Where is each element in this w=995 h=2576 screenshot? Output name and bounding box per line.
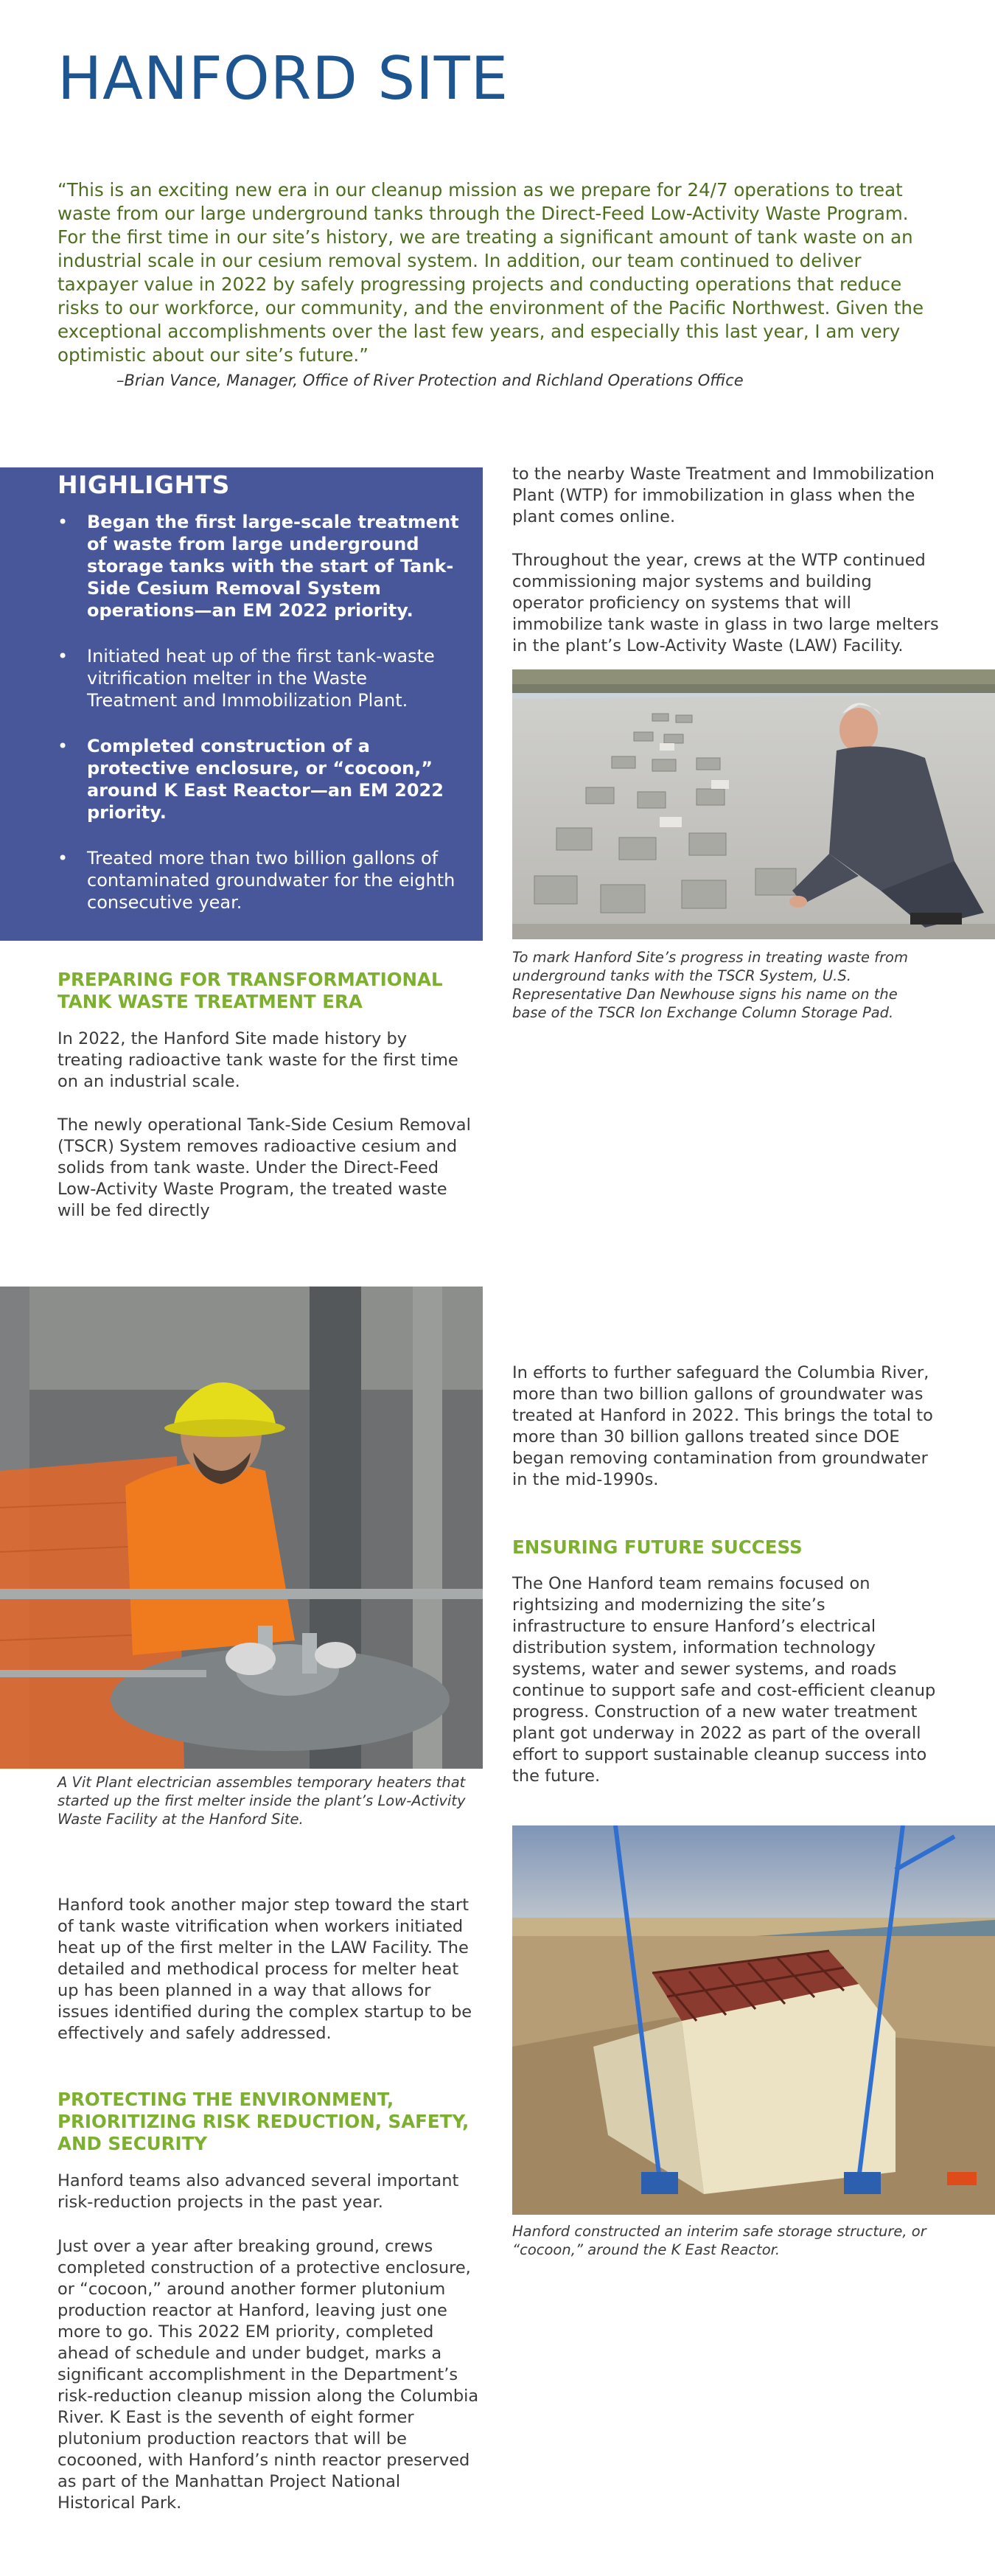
highlight-text: Began the first large-scale treatment of waste from large underground storage tanks with the start of Tank-Side Cesium Removal System operations—an EM 2022 priority. (87, 512, 459, 621)
paragraph: to the nearby Waste Treatment and Immobilization Plant (WTP) for immobilization in glass when the plant comes online. (512, 464, 935, 526)
paragraph: The newly operational Tank-Side Cesium Removal (TSCR) System removes radioactive cesium and solids from tank waste. Under the Direct-Feed Low-Activity Waste Program, the treated waste will be fed directly (57, 1115, 471, 1220)
paragraph: Hanford teams also advanced several important risk-reduction projects in the past year. (57, 2171, 459, 2212)
highlight-text: Initiated heat up of the first tank-waste vitrification melter in the Waste Treatment and Immobilization Plant. (87, 646, 435, 711)
bullet-icon: • (57, 848, 69, 868)
bullet-icon: • (57, 512, 69, 532)
highlight-item (57, 735, 461, 824)
tscr-pad-photo (512, 669, 995, 939)
tscr-photo-caption: To mark Hanford Site’s progress in treating waste from underground tanks with the TSCR System, U.S. Representative Dan Newhouse signs his name on the base of the TSCR Ion Exchange Column Storage Pad. (512, 949, 908, 1021)
highlights-box (0, 467, 483, 941)
paragraph: Just over a year after breaking ground, crews completed construction of a protective enclosure, or “cocoon,” around another former plutonium production reactor at Hanford, leaving just one more to go. This 2022 EM priority, completed ahead of schedule and under budget, marks a significant accomplishment in the Department’s risk-reduction cleanup mission along the Columbia River. K East is the seventh of eight former plutonium production reactors that will be cocooned, with Hanford’s ninth reactor preserved as part of the Manhattan Project National Historical Park. (57, 2237, 479, 2513)
highlight-text: Completed construction of a protective enclosure, or “cocoon,” around K East Reactor—an EM 2022 priority. (87, 736, 444, 823)
bullet-icon: • (57, 646, 69, 666)
highlight-text: Treated more than two billion gallons of contaminated groundwater for the eighth consecutive year. (87, 848, 455, 913)
highlights-title: HIGHLIGHTS (57, 470, 230, 499)
paragraph: The One Hanford team remains focused on rightsizing and modernizing the site’s infrastructure to ensure Hanford’s electrical distribution system, information technology systems, water and sewer systems, and roads continue to support safe and cost-efficient cleanup progress. Construction of a new water treatment plant got underway in 2022 as part of the overall effort to support sustainable cleanup success into the future. (512, 1574, 936, 1786)
bullet-icon: • (57, 736, 69, 756)
manager-quote: “This is an exciting new era in our cleanup mission as we prepare for 24/7 operations to treat waste from our large underground tanks through the Direct-Feed Low-Activity Waste Program. For the first time in our site’s history, we are treating a significant amount of tank waste on an industrial scale in our cesium removal system. In addition, our team continued to deliver taxpayer value in 2022 by safely progressing projects and conducting operations that reduce risks to our workforce, our community, and the environment of the Pacific Northwest. Given the exceptional accomplishments over the last few years, and especially this last year, I am very optimistic about our site’s future.” (57, 179, 924, 366)
section-heading-future-success: ENSURING FUTURE SUCCESS (512, 1536, 803, 1558)
vit-photo-caption: A Vit Plant electrician assembles temporary heaters that started up the first melter inside the plant’s Low-Activity Waste Facility at the Hanford Site. (57, 1774, 466, 1828)
paragraph: In 2022, the Hanford Site made history by treating radioactive tank waste for the first time on an industrial scale. (57, 1029, 458, 1091)
paragraph: In efforts to further safeguard the Columbia River, more than two billion gallons of groundwater was treated at Hanford in 2022. This brings the total to more than 30 billion gallons treated since DOE began removing contamination from groundwater in the mid-1990s. (512, 1363, 933, 1489)
section-heading-environment: PROTECTING THE ENVIRONMENT, PRIORITIZING RISK REDUCTION, SAFETY, AND SECURITY (57, 2089, 469, 2154)
paragraph: Hanford took another major step toward the start of tank waste vitrification when workers initiated heat up of the first melter in the LAW Facility. The detailed and methodical process for melter heat up has been planned in a way that allows for issues identified during the complex startup to be effectively and safely addressed. (57, 1896, 472, 2043)
cocoon-photo-caption: Hanford constructed an interim safe storage structure, or “cocoon,” around the K East Reactor. (512, 2223, 926, 2258)
highlight-item (57, 645, 461, 711)
highlights-list (57, 511, 461, 913)
highlight-item (57, 847, 461, 913)
paragraph: Throughout the year, crews at the WTP continued commissioning major systems and building operator proficiency on systems that will immobilize tank waste in glass in two large melters in the plant’s Low-Activity Waste (LAW) Facility. (512, 551, 939, 655)
highlight-item (57, 511, 461, 622)
vit-plant-electrician-photo (0, 1287, 483, 1769)
section-heading-tank-waste: PREPARING FOR TRANSFORMATIONAL TANK WASTE TREATMENT ERA (57, 969, 443, 1012)
quote-attribution: –Brian Vance, Manager, Office of River Protection and Richland Operations Office (116, 372, 744, 389)
page-title: HANFORD SITE (57, 44, 509, 113)
k-east-cocoon-photo (512, 1825, 995, 2215)
